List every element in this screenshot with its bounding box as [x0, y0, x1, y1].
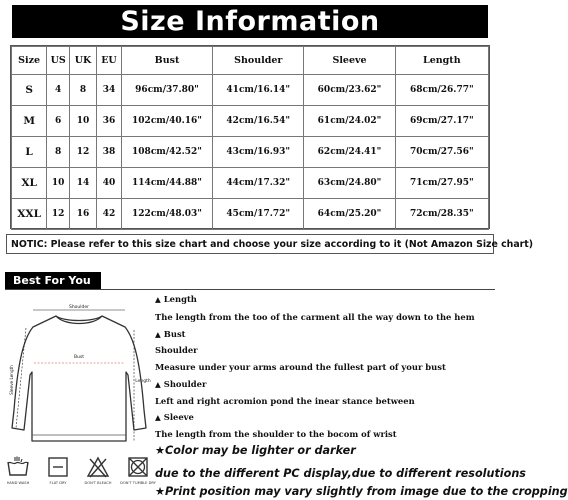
table-cell: 64cm/25.20" — [304, 199, 395, 230]
table-cell: 61cm/24.02" — [304, 106, 395, 137]
shoulder-diagram-label: Shoulder — [68, 305, 90, 310]
table-cell: 42 — [97, 199, 122, 230]
bust-diagram-label: Bust — [73, 355, 85, 360]
table-cell: 38 — [97, 137, 122, 168]
do-not-tumble-dry-icon — [126, 455, 150, 479]
print-note — [155, 485, 568, 498]
table-cell: 40 — [97, 168, 122, 199]
table-header-cell: Sleeve — [304, 47, 395, 75]
table-cell: 16 — [70, 199, 97, 230]
table-header-cell: US — [47, 47, 70, 75]
table-cell: 8 — [70, 75, 97, 106]
table-cell: 41cm/16.14" — [213, 75, 304, 106]
care-icons — [4, 455, 156, 497]
color-note-text: Color may be lighter or darker — [165, 444, 356, 457]
table-cell: 108cm/42.52" — [121, 137, 212, 168]
table-row — [12, 106, 489, 137]
care-hand-wash — [4, 455, 32, 497]
table-cell: 14 — [70, 168, 97, 199]
care-label: DON'T BLEACH — [84, 481, 112, 485]
table-cell: 71cm/27.95" — [395, 168, 488, 199]
sleeve-description: The length from the shoulder to the bocom of wrist — [155, 429, 397, 439]
care-label: FLAT DRY — [49, 481, 67, 485]
table-cell: 42cm/16.54" — [213, 106, 304, 137]
table-cell: 10 — [47, 168, 70, 199]
table-cell: 45cm/17.72" — [213, 199, 304, 230]
sleeve-heading — [155, 412, 194, 422]
table-cell: 10 — [70, 106, 97, 137]
table-header-cell: UK — [70, 47, 97, 75]
care-label: DON'T TUMBLE DRY — [120, 481, 156, 485]
table-cell: 6 — [47, 106, 70, 137]
length-heading-text: Length — [163, 294, 197, 304]
table-cell: 34 — [97, 75, 122, 106]
care-do-not-tumble-dry — [120, 455, 156, 497]
length-diagram-label: Length — [135, 379, 151, 384]
section-divider — [5, 289, 495, 290]
table-cell: 102cm/40.16" — [121, 106, 212, 137]
table-header-cell: Shoulder — [213, 47, 304, 75]
table-header-cell: Size — [12, 47, 47, 75]
length-description: The length from the too of the carment all the way down to the hem — [155, 312, 475, 322]
display-note: due to the different PC display,due to different resolutions — [155, 467, 526, 480]
table-cell: 43cm/16.93" — [213, 137, 304, 168]
table-cell: 12 — [70, 137, 97, 168]
care-flat-dry — [44, 455, 72, 497]
table-cell: 68cm/26.77" — [395, 75, 488, 106]
table-row — [12, 137, 489, 168]
table-cell: 69cm/27.17" — [395, 106, 488, 137]
table-body — [12, 75, 489, 230]
table-row — [12, 75, 489, 106]
length-heading — [155, 294, 197, 304]
table-cell: M — [12, 106, 47, 137]
bust-heading-text: Bust — [163, 329, 186, 339]
best-for-you-tag: Best For You — [5, 272, 101, 289]
table-header-row — [12, 47, 489, 75]
size-information-title: Size Information — [12, 5, 488, 38]
table-header-cell: Bust — [121, 47, 212, 75]
print-note-text: Print position may vary slightly from image due to the cropping — [165, 485, 568, 498]
table-cell: 12 — [47, 199, 70, 230]
table-cell: 4 — [47, 75, 70, 106]
color-note — [155, 444, 356, 457]
sleeve-diagram-label: Sleeve Length — [9, 365, 14, 395]
table-cell: 44cm/17.32" — [213, 168, 304, 199]
table-header-cell: EU — [97, 47, 122, 75]
table-cell: 36 — [97, 106, 122, 137]
table-row — [12, 168, 489, 199]
table-cell: 60cm/23.62" — [304, 75, 395, 106]
shoulder-word: Shoulder — [155, 345, 198, 355]
size-notice: NOTIC: Please refer to this size chart and choose your size according to it (Not Amazon Size chart) — [6, 234, 494, 254]
bust-description: Measure under your arms around the fullest part of your bust — [155, 362, 446, 372]
size-chart — [10, 45, 490, 229]
table-cell: XXL — [12, 199, 47, 230]
flat-dry-icon — [46, 455, 70, 479]
care-label: HAND WASH — [6, 481, 30, 485]
table-cell: 62cm/24.41" — [304, 137, 395, 168]
sweater-outline — [12, 316, 146, 441]
do-not-bleach-icon — [86, 455, 110, 479]
table-cell: 122cm/48.03" — [121, 199, 212, 230]
table-cell: 70cm/27.56" — [395, 137, 488, 168]
table-row — [12, 199, 489, 230]
shoulder-description: Left and right acromion pond the inear stance between — [155, 396, 415, 406]
bust-heading — [155, 329, 186, 339]
care-do-not-bleach — [84, 455, 112, 497]
table-cell: 8 — [47, 137, 70, 168]
hand-wash-icon — [6, 455, 30, 479]
table-cell: 114cm/44.88" — [121, 168, 212, 199]
table-cell: XL — [12, 168, 47, 199]
sweater-diagram — [4, 300, 154, 450]
table-cell: S — [12, 75, 47, 106]
shoulder-heading — [155, 379, 206, 389]
table-cell: 72cm/28.35" — [395, 199, 488, 230]
table-cell: L — [12, 137, 47, 168]
sleeve-heading-text: Sleeve — [163, 412, 194, 422]
table-cell: 96cm/37.80" — [121, 75, 212, 106]
table-header-cell: Length — [395, 47, 488, 75]
size-table — [11, 46, 489, 230]
shoulder-heading-text: Shoulder — [163, 379, 207, 389]
table-cell: 63cm/24.80" — [304, 168, 395, 199]
